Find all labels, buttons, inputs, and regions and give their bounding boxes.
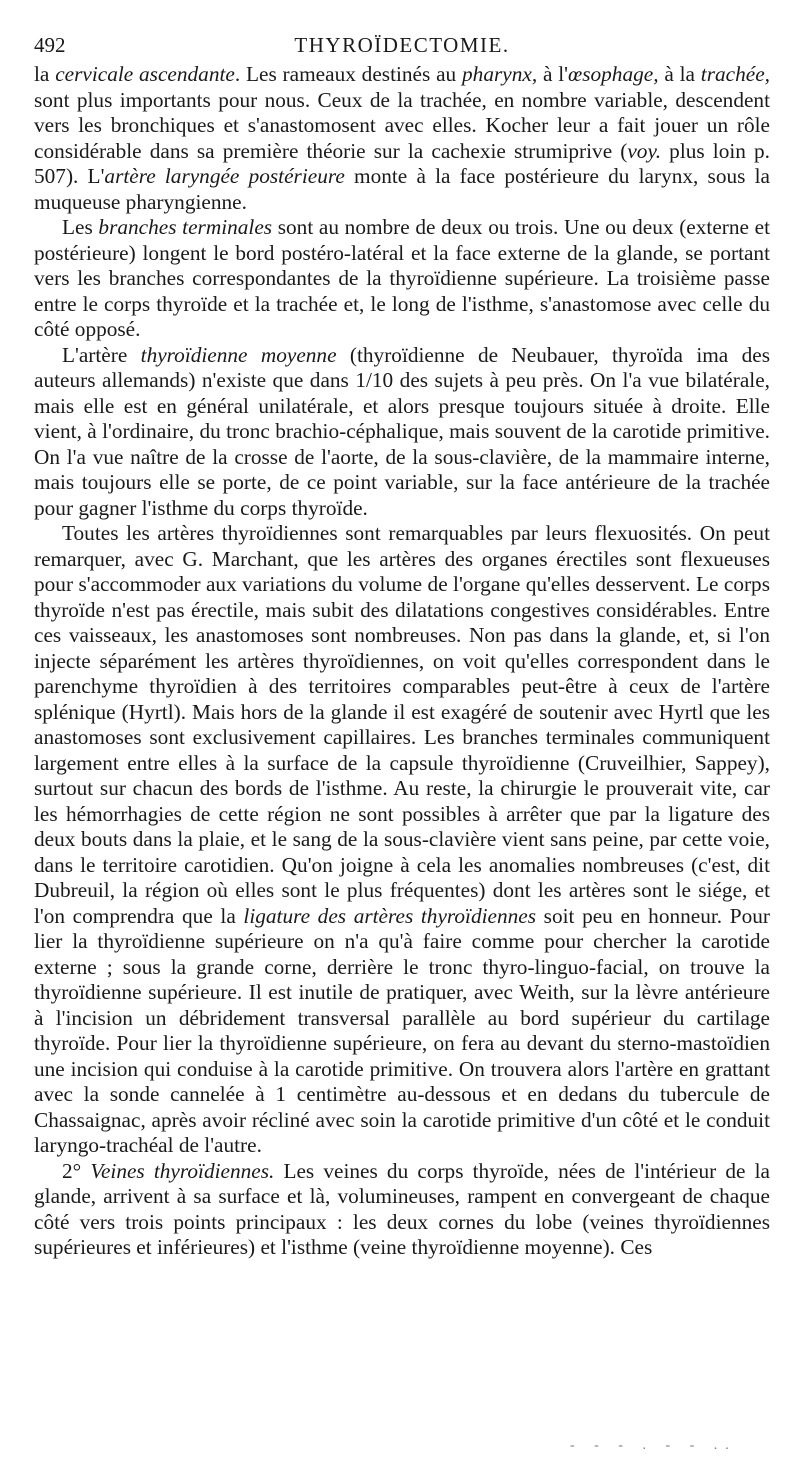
text-run: à l' [537, 62, 568, 86]
bottom-marks: - - - . - - .. [570, 1438, 737, 1453]
text-run: plus loin p. 507). L' [34, 138, 770, 188]
text-run: sont plus importants pour nous. Ceux de la trachée, en nombre variable, descendent vers les bronchiques et s'anastomosent avec elles. Kocher leur a fait jouer un rôle considérable dans sa première théorie sur la cachexie strumiprive ( [34, 87, 770, 163]
text-run: Les [62, 215, 99, 239]
text-run: 2° [62, 1158, 91, 1183]
text-run: monte à la face postérieure du larynx, sous la muqueuse pharyngienne. [34, 164, 770, 214]
italic-text: ligature des artères thyroïdiennes [243, 903, 537, 928]
italic-text: voy. [627, 138, 662, 163]
text-run: L'artère [62, 342, 141, 367]
paragraph [34, 343, 770, 522]
italic-text: cervicale ascendante [55, 62, 235, 86]
text-run: à la [658, 62, 701, 86]
body-text [34, 62, 770, 1261]
text-run: Les veines du corps thyroïde, nées de l'intérieur de la glande, arrivent à sa surface et là, volumineuses, rampent en convergeant de chaque côté vers trois points principaux : les deux cornes du lobe (veines thyroïdiennes supérieures et inférieures) et l'isthme (veine thyroïdienne moyenne). Ces [34, 1158, 770, 1259]
running-title: THYROÏDECTOMIE. [294, 33, 510, 57]
italic-text: pharynx, [462, 62, 538, 86]
text-run: . Les rameaux destinés au [234, 62, 463, 86]
italic-text: thyroïdienne moyenne [140, 342, 337, 367]
paragraph [34, 215, 770, 343]
text-run: soit peu en honneur. Pour lier la thyroïdienne supérieure on n'a qu'à faire comme pour chercher la carotide externe ; sous la grande corne, derrière le tronc thyro-linguo-facial, on trouve la thyroïdienne supérieure. Il est inutile de pratiquer, avec Weith, sur la lèvre antérieure à l'incision un débridement transversal parallèle au bord supérieur du cartilage thyroïde. Pour lier la thyroïdienne supérieure, on fera au devant du sterno-mastoïdien une incision qui conduise à la carotide primitive. On trouvera alors l'artère en grattant avec la sonde cannelée à 1 centimètre au-dessous et en dedans du tubercule de Chassaignac, après avoir récliné avec soin la carotide primitive d'un côté et le conduit laryngo-trachéal de l'autre. [34, 903, 770, 1157]
italic-text: Veines thyroïdiennes. [90, 1158, 275, 1183]
text-run: (thyroïdienne de Neubauer, thyroïda ima des auteurs allemands) n'existe que dans 1/10 des sujets à peu près. On l'a vue bilatérale, mais elle est en général unilatérale, et alors presque toujours située à droite. Elle vient, à l'ordinaire, du tronc brachio-céphalique, mais souvent de la carotide primitive. On l'a vue naître de la crosse de l'aorte, de la sous-clavière, de la mammaire interne, mais toujours elle se porte, de ce point variable, sur la face antérieure de la trachée pour gagner l'isthme du corps thyroïde. [34, 342, 770, 520]
paragraph [34, 62, 770, 215]
running-head [34, 30, 770, 60]
book-page [34, 30, 770, 1261]
text-run: Toutes les artères thyroïdiennes sont remarquables par leurs flexuosités. On peut remarquer, avec G. Marchant, que les artères des organes érectiles sont flexueuses pour s'accommoder aux variations du volume de l'organe qu'elles desservent. Le corps thyroïde n'est pas érectile, mais subit des dilatations congestives considérables. Entre ces vaisseaux, les anastomoses sont nombreuses. Non pas dans la glande, et, si l'on injecte séparément les artères thyroïdiennes, on voit qu'elles correspondent dans le parenchyme thyroïdien à des territoires comparables peut-être à ceux de l'artère splénique (Hyrtl). Mais hors de la glande il est exagéré de soutenir avec Hyrtl que les anastomoses sont exclusivement capillaires. Les branches terminales communiquent largement entre elles à la surface de la capsule thyroïdienne (Cruveilhier, Sappey), surtout sur chacun des bords de l'isthme. Au reste, la chirurgie le prouverait vite, car les hémorrhagies de cette région ne sont possibles à arrêter que par la ligature des deux bouts dans la plaie, et le sang de la sous-clavière vient sans peine, par cette voie, dans le territoire carotidien. Qu'on joigne à cela les anomalies nombreuses (c'est, dit Dubreuil, la région où elles sont le plus fréquentes) dont les artères sont le siége, et l'on comprendra que la [34, 521, 770, 928]
text-run: sont au nombre de deux ou trois. Une ou deux (externe et postérieure) longent le bord postéro-latéral et la face externe de la glande, se portant vers les branches correspondantes de la thyroïdienne supérieure. La troisième passe entre le corps thyroïde et la trachée et, le long de l'isthme, s'anastomose avec celle du côté opposé. [34, 215, 770, 341]
paragraph [34, 1159, 770, 1261]
page-number: 492 [34, 33, 66, 57]
italic-text: trachée, [700, 62, 770, 86]
italic-text: œsophage, [568, 62, 659, 86]
text-run: la [34, 62, 56, 86]
paragraph [34, 521, 770, 1159]
italic-text: artère laryngée postérieure [104, 164, 345, 188]
italic-text: branches terminales [98, 215, 273, 239]
